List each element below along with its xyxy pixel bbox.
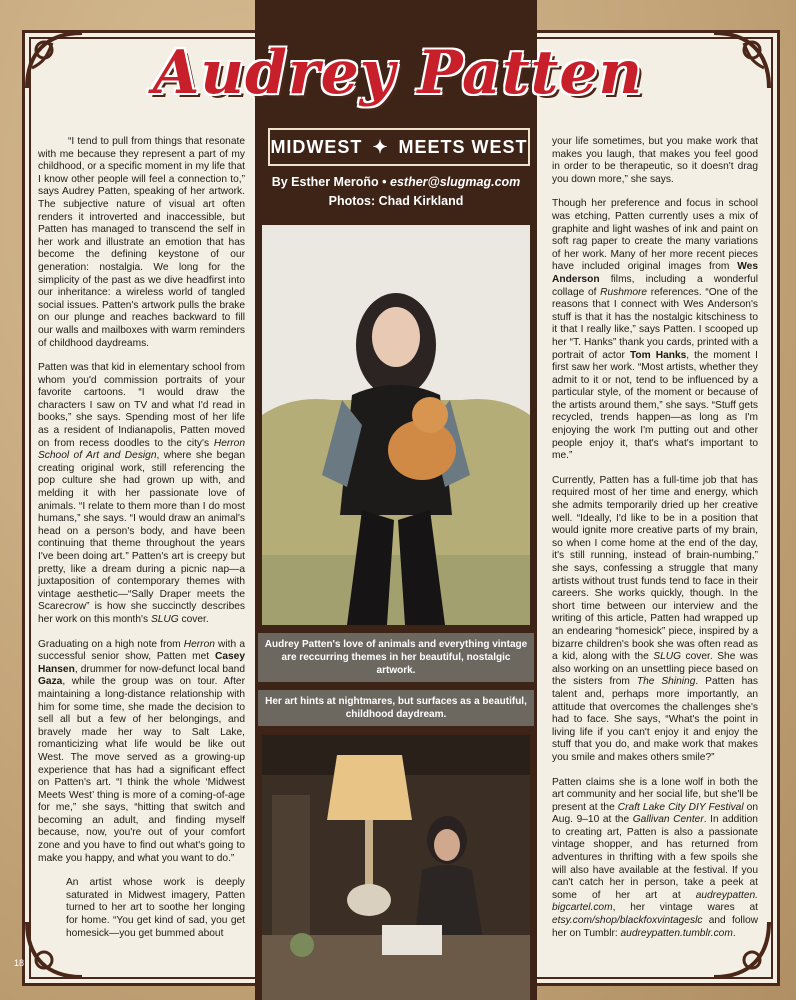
left-paragraph-4: An artist whose work is deeply saturated in Midwest imagery, Patten turned to her art to soothe her longing for home. “You get kind of sad, you get homesick—you get bummed about <box>66 877 245 939</box>
left-column <box>38 136 245 952</box>
left-paragraph-2: Patten was that kid in elementary school from whom you'd commission portraits of your favorite cartoons. “I would draw the characters I saw on TV and what I'd read in books,” she says. Spending most of her life as a resident of Indianapolis, Patten moved on from recess doodles to the city's Herron School of Art and Design, where she began creating original work, still referencing the pop culture she had grown up with, and melding it with her passionate love of animals. “I relate to them more than I do most humans,” she says. “I would draw an animal's head on a person's body, and have been continuing that theme throughout the years I've been doing art.” Patten's art is creepy but pretty, like a dream during a picnic nap—a juxtaposition of contemporary themes with vintage aesthetic—“Sally Draper meets the Scarecrow” is how she succinctly describes her work on this month's SLUG cover. <box>38 362 245 625</box>
article-subtitle <box>268 128 530 166</box>
byline-author: By Esther Meroño • <box>271 175 390 189</box>
byline-photos: Photos: Chad Kirkland <box>328 194 464 208</box>
right-paragraph-2: Though her preference and focus in school was etching, Patten currently uses a mix of graphite and light washes of ink and paint on soft rag paper to create the many variations of her work. Many of her more recent pieces have included original images from Wes Anderson films, including a wonderful collage of Rushmore references. “One of the reasons that I connect with Wes Anderson's stuff is that it has the nostalgic kitschiness to it that I really like,” says Patten. I scooped up her “T. Hanks” thank you cards, printed with a portrait of actor Tom Hanks, the moment I first saw her work. “Most artists, whether they admit to it or not, tend to be influenced by a particular style, of the moment or because of the artists around them,” she says. “Stuff gets recycled, trends happen—as long as I'm enjoying the work I'm putting out and other people enjoy it, that's what's important to me.” <box>552 198 759 462</box>
photo-artist-with-cat-image <box>262 225 530 625</box>
subtitle-left: MIDWEST <box>270 136 363 157</box>
right-paragraph-3: Currently, Patten has a full-time job that has required most of her time and energy, which she admits temporarily dried up her creative well. “Ideally, I'd like to be in a position that would ignite more creative parts of my brain, so when I come home at the end of the day, it's still running, instead of brain-numbing,” she says, confessing a struggle that many artists without trust funds tend to face in their careers. She works quickly, though. In the short time between our interview and the writing of this article, Patten had wrapped up an endearing “homesick” piece, inspired by a bizarre children's book she was often read as a kid, along with the SLUG cover. She was also working on an unsettling piece based on the sisters from The Shining. Patten has talent and, perhaps more importantly, an attitude that overcomes the challenges she's had to face. She says, “What's the point in living life if you can't enjoy it and enjoy the stuff that you do, and make work that makes you smile and makes others smile?” <box>552 474 759 763</box>
photo-artist-at-desk-image <box>262 735 530 1000</box>
caption-photo-1: Audrey Patten's love of animals and everything vintage are reccurring themes in her beautiful, nostalgic artwork. <box>258 633 534 682</box>
caption-photo-2: Her art hints at nightmares, but surfaces as a beautiful, childhood daydream. <box>258 690 534 726</box>
right-paragraph-1: your life sometimes, but you make work that makes you laugh, that makes you feel good in order to be therapeutic, so it doesn't drag you down more,” she says. <box>552 136 758 185</box>
subtitle-right: MEETS WEST <box>398 136 528 157</box>
left-paragraph-3: Graduating on a high note from Herron with a successful senior show, Patten met Casey Hansen, drummer for now-defunct local band Gaza, while the group was on tour. After maintaining a long-distance relationship with him for some time, she made the decision to sell all but a few of her belongings, and bravely made her way to Salt Lake, romanticizing what life would be like out West. The move served as a growing-up experience that has had a significant effect on Patten's art. “I think the whole ‘Midwest Meets West’ thing is more of a coming-of-age for me,” she says, “hitting that switch and becoming an adult, and finding myself because, now, you're out of your comfort zone and you have to find out what's going to make you happy, and what you want to do.” <box>38 638 245 864</box>
star-icon: ✦ <box>372 136 389 157</box>
right-paragraph-4: Patten claims she is a lone wolf in both the art community and her social life, but she'll be present at the Craft Lake City DIY Festival on Aug. 9–10 at the Gallivan Center. In addition to creating art, Patten is also a passionate vintage shopper, and has returned from adventures in thrifting with a few spoils she will also have available at the festival. If you can't catch her in person, take a peek at some of her art at audreypatten. bigcartel.com, her vintage wares at etsy.com/shop/blackfoxvintageslc and follow her on Tumblr: audreypatten.tumblr.com. <box>552 776 758 939</box>
page-number: 18 <box>14 958 25 968</box>
photo-artist-at-desk <box>262 735 530 1000</box>
byline-email: esther@slugmag.com <box>390 175 521 189</box>
right-column <box>552 136 758 952</box>
byline <box>258 173 534 211</box>
article-title: Audrey Patten <box>152 38 644 108</box>
photo-artist-with-cat <box>262 225 530 625</box>
left-paragraph-1: “I tend to pull from things that resonate with me because they represent a part of my childhood, or a specific moment in my life that I know other people will feel a connection to,” says Audrey Patten, speaking of her artwork. The subjective nature of visual art often renders it introverted and inaccessible, but Patten has managed to transcend the self in her work and illustrate an emotion that has become the defining keystone of our generation: nostalgia. We long for the simplicity of the past as we dive headfirst into our inheritance: a wireless world of tangled social issues. Patten's artwork pulls the brake on our plunge and reaches backward to fill our walls and mailboxes with warm reminders of childhood daydreams. <box>38 136 245 349</box>
